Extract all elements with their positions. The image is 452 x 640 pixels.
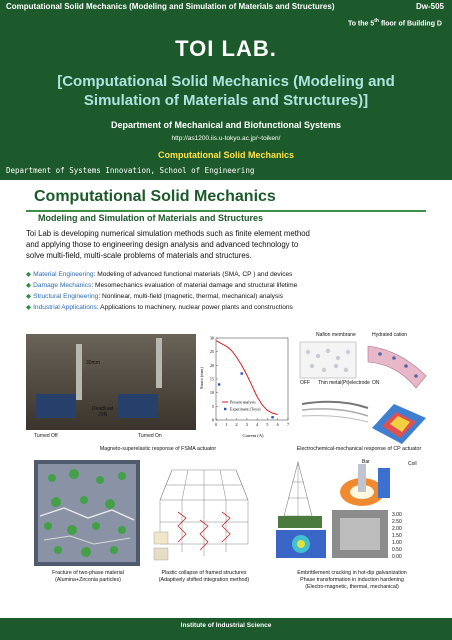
label-hydrated-cation: Hydrated cation	[372, 332, 408, 338]
chart-y-label: Strain (mm)	[199, 367, 204, 389]
footer-bar	[0, 618, 452, 640]
plastic-collapse-figure	[152, 460, 256, 566]
header-panel	[0, 14, 452, 180]
label-turned-on: Turned On	[138, 433, 162, 439]
embrittlement-caption: Embrittlement cracking in hot-dip galvanization Phase transformation in induction hardening (Electro-magnetic, thermal, mechanical)	[297, 570, 407, 590]
fracture-figure	[34, 460, 140, 566]
legend-label: Present analysis	[230, 399, 256, 405]
diamond-icon: ◆	[26, 293, 32, 300]
y-tick-label: 15	[209, 376, 214, 382]
label-electrode: Thin metal(Pt)electrode	[318, 380, 370, 386]
main-subheading: Modeling and Simulation of Materials and Structures	[38, 213, 264, 223]
label-nafion: Nafion membrane	[316, 332, 356, 338]
top-bar	[0, 0, 452, 14]
lab-url: http://as1200.iis.u-tokyo.ac.jp/~toiken/	[171, 135, 281, 142]
label-bar: Bar	[362, 459, 370, 465]
chart-x-label: Current (A)	[242, 433, 264, 438]
diamond-icon: ◆	[26, 282, 32, 289]
y-tick-label: 30	[209, 335, 214, 341]
main-panel	[12, 184, 440, 616]
bullet-material-engineering: ◆ Material Engineering: Modeling of advanced functional materials (SMA, CP ) and devices	[26, 271, 293, 278]
x-tick-label: 4	[256, 422, 259, 427]
label-turned-off: Turned Off	[34, 433, 58, 439]
label-cp-off: OFF	[300, 380, 310, 386]
y-tick-label: 0	[211, 417, 214, 423]
institute-name: Institute of Industrial Science	[180, 622, 272, 629]
fsma-photo-on	[112, 334, 196, 430]
lab-subtitle: [Computational Solid Mechanics (Modeling and Simulation of Materials and Structures)]	[57, 73, 395, 109]
label-deadload: Deadload 20N	[92, 406, 114, 418]
cp-caption: Electrochemical-mechanical response of CP actuator	[296, 446, 422, 452]
bullet-industrial-applications: ◆ Industrial Applications: Applications to machinery, nuclear power plants and constructions	[26, 304, 293, 311]
data-point-experiment	[241, 372, 243, 374]
x-tick-label: 2	[235, 422, 238, 427]
x-tick-label: 6	[276, 422, 279, 427]
x-tick-label: 0	[214, 422, 218, 427]
label-cp-on: ON	[372, 380, 380, 386]
diamond-icon: ◆	[26, 304, 32, 311]
x-tick-label: 3	[245, 422, 248, 427]
department-systems-innovation: Department of Systems Innovation, School of Engineering	[6, 166, 255, 175]
poster-title: Computational Solid Mechanics (Modeling and Simulation of Materials and Structures)	[6, 2, 335, 11]
scale-legend: 3.00 2.50 2.00 1.50 1.00 0.50 0.00	[392, 512, 402, 560]
heading-divider	[26, 210, 426, 212]
data-point-experiment	[218, 383, 220, 385]
label-30mm: 30mm	[86, 360, 100, 366]
strain-current-chart	[198, 332, 294, 440]
cp-actuator-figure	[298, 332, 430, 450]
fsma-caption: Magneto-superelastic response of FSMA actuator	[99, 446, 217, 452]
bullet-structural-engineering: ◆ Structural Engineering: Nonlinear, multi-field (magnetic, thermal, mechanical) analysis	[26, 293, 284, 300]
department-name: Department of Mechanical and Biofunctional Systems	[110, 120, 342, 130]
y-tick-label: 20	[209, 362, 214, 368]
fracture-caption: Fracture of two-phase material (Alumina+Zirconia particles)	[52, 570, 124, 583]
label-coil: Coil	[408, 461, 417, 467]
y-tick-label: 5	[211, 403, 214, 409]
lab-name: TOI LAB.	[175, 36, 277, 61]
main-heading: Computational Solid Mechanics	[34, 188, 276, 205]
bullet-damage-mechanics: ◆ Damage Mechanics: Mesomechanics evaluation of material damage and structural lifetime	[26, 282, 298, 289]
legend-swatch	[224, 408, 226, 410]
field-name: Computational Solid Mechanics	[157, 150, 294, 160]
intro-text: Toi Lab is developing numerical simulation methods such as finite element method and applying those to engineering design analysis and advanced technology to solve multi-field, multi-scale problems of materials and structures.	[26, 229, 310, 260]
x-tick-label: 7	[286, 422, 290, 427]
floor-location: To the 5th floor of Building D	[347, 18, 442, 28]
x-tick-label: 1	[225, 422, 228, 427]
data-point-experiment	[271, 416, 273, 418]
poster-code: Dw-505	[415, 2, 444, 11]
y-tick-label: 25	[209, 349, 214, 355]
x-tick-label: 5	[266, 422, 269, 427]
legend-label: Experiment (Toyo)	[230, 406, 261, 412]
diamond-icon: ◆	[26, 271, 32, 278]
plastic-caption: Plastic collapse of framed structures (Adaptively shifted integration method)	[158, 570, 250, 583]
y-tick-label: 10	[209, 390, 214, 396]
